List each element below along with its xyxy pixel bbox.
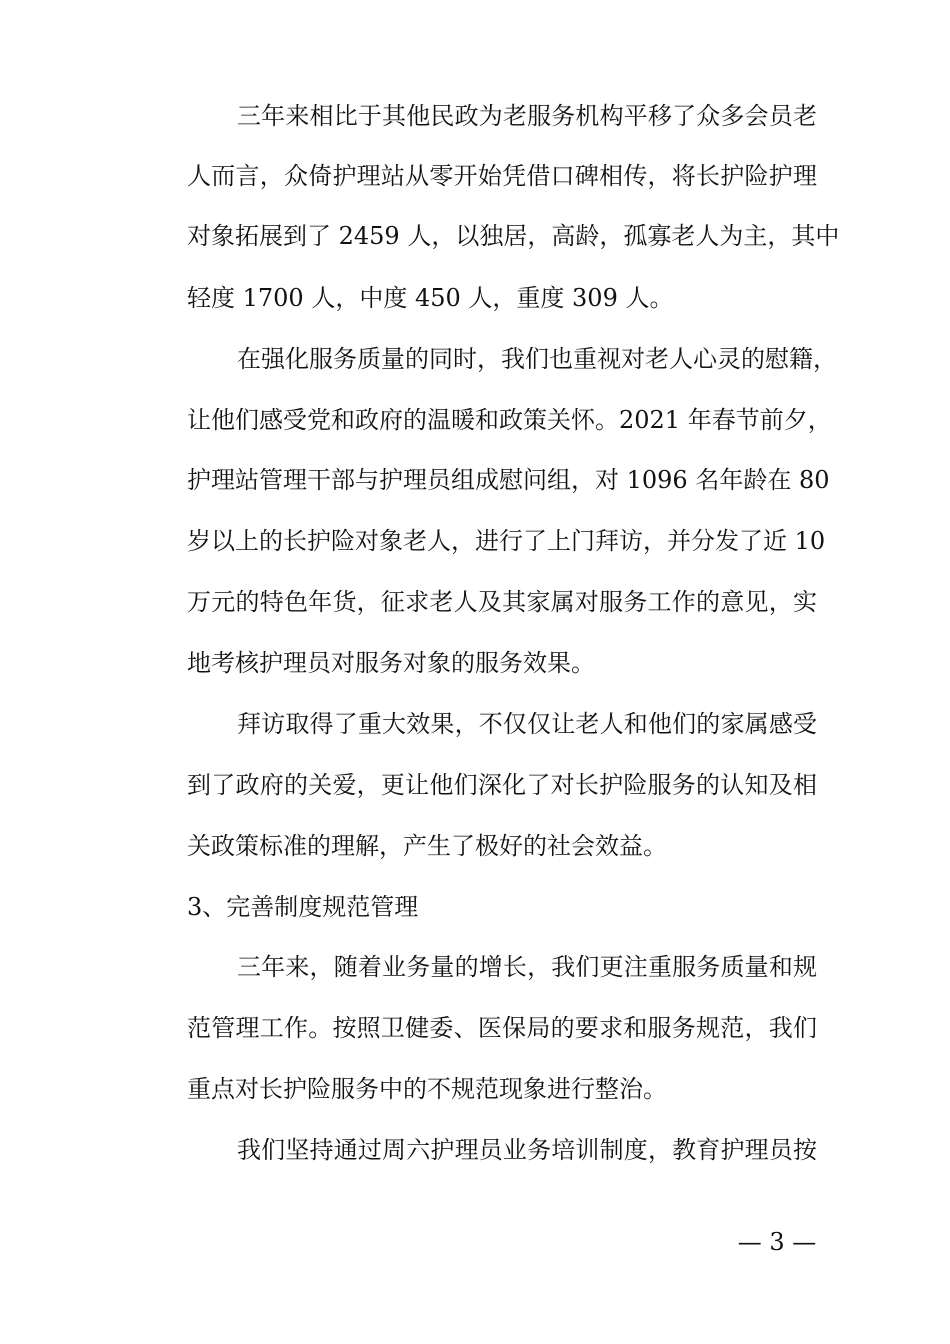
paragraph-line: 拜访取得了重大效果，不仅仅让老人和他们的家属感受: [237, 710, 817, 738]
paragraph-line: 重点对长护险服务中的不规范现象进行整治。: [187, 1075, 667, 1103]
paragraph-line: 对象拓展到了 2459 人，以独居，高龄，孤寡老人为主，其中: [187, 222, 840, 250]
paragraph-line: 万元的特色年货，征求老人及其家属对服务工作的意见，实: [187, 588, 817, 616]
paragraph-line: 轻度 1700 人，中度 450 人，重度 309 人。: [187, 284, 674, 312]
paragraph-line: 地考核护理员对服务对象的服务效果。: [187, 649, 595, 677]
paragraph-line: 我们坚持通过周六护理员业务培训制度，教育护理员按: [237, 1136, 817, 1164]
paragraph-line: 三年来，随着业务量的增长，我们更注重服务质量和规: [237, 953, 817, 981]
paragraph-line: 岁以上的长护险对象老人，进行了上门拜访，并分发了近 10: [187, 527, 826, 555]
paragraph-line: 护理站管理干部与护理员组成慰问组，对 1096 名年龄在 80: [187, 466, 830, 494]
paragraph-line: 关政策标准的理解，产生了极好的社会效益。: [187, 832, 667, 860]
paragraph-line: 三年来相比于其他民政为老服务机构平移了众多会员老: [237, 102, 817, 130]
paragraph-line: 在强化服务质量的同时，我们也重视对老人心灵的慰籍，: [237, 345, 837, 373]
section-heading: 3、完善制度规范管理: [187, 893, 419, 921]
page-number: — 3 —: [737, 1228, 817, 1256]
paragraph-line: 到了政府的关爱，更让他们深化了对长护险服务的认知及相: [187, 771, 817, 799]
paragraph-line: 让他们感受党和政府的温暖和政策关怀。2021 年春节前夕，: [187, 406, 832, 434]
paragraph-line: 人而言，众倚护理站从零开始凭借口碑相传，将长护险护理: [187, 162, 817, 190]
paragraph-line: 范管理工作。按照卫健委、医保局的要求和服务规范，我们: [187, 1014, 817, 1042]
